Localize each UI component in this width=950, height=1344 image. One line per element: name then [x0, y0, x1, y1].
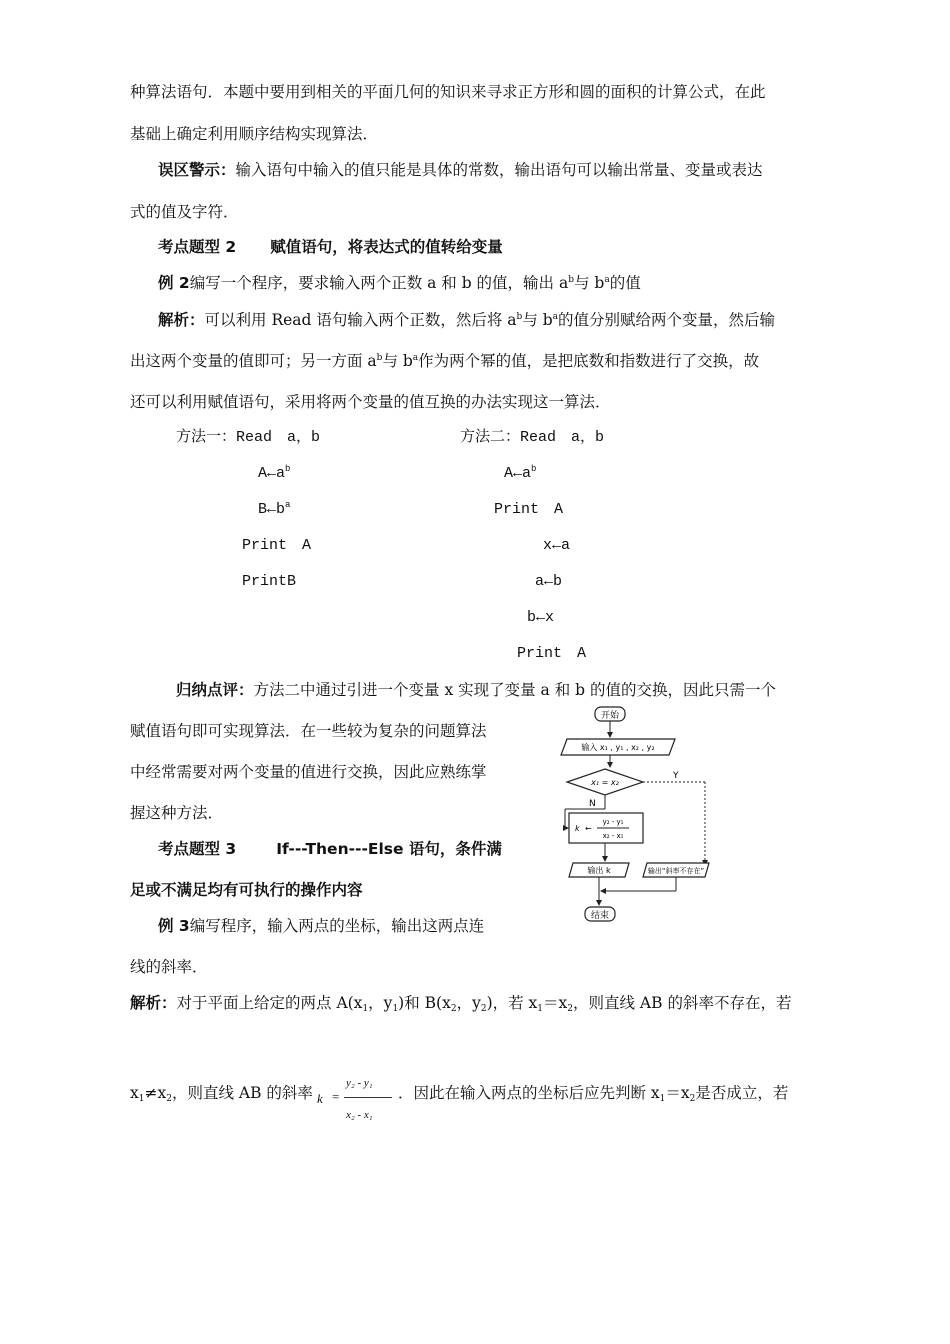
topic2-title: 赋值语句，将表达式的值转给变量 [270, 238, 503, 256]
topic3-heading-2: 足或不满足均有可执行的操作内容 [130, 881, 363, 899]
example3-line-2: 线的斜率． [130, 958, 208, 976]
method2-line-4: a←b [535, 573, 563, 590]
warning-line-2: 式的值及字符． [130, 203, 239, 221]
summary-line-4: 握这种方法． [130, 804, 224, 822]
analysis2-line-3: 还可以利用赋值语句，采用将两个变量的值互换的办法实现这一算法． [130, 393, 611, 411]
warning-label: 误区警示： [158, 161, 236, 179]
analysis2-line-2: 出这两个变量的值即可；另一方面 $a^b$与 $b^a$作为两个幂的值，是把底数和指数进行了交换，故 [130, 352, 760, 370]
summary-line-3: 中经常需要对两个变量的值进行交换，因此应熟练掌 [130, 763, 487, 781]
analysis3-line-1: 解析：对于平面上给定的两点 $A(x_1$，$y_1$)和 $B(x_2$，$y_2$)，若 $x_1=x_2$，则直线 AB 的斜率不存在，若 [130, 994, 792, 1014]
method1-line-1: $A\leftarrow a^b$ [258, 464, 291, 482]
analysis3-line-2b: ．因此在输入两点的坐标后应先判断 $x_1=x_2$是否成立，若 [398, 1084, 789, 1104]
analysis2-label: 解析： [158, 311, 205, 329]
summary-line-1: 归纳点评：方法二中通过引进一个变量 x 实现了变量 a 和 b 的值的交换，因此只需一个 [176, 681, 776, 699]
method2-line-5: b←x [527, 609, 555, 626]
flow-no-label: N [589, 799, 596, 809]
intro-line-2: 基础上确定利用顺序结构实现算法． [130, 125, 379, 143]
flow-assign-arrow: ← [585, 824, 592, 833]
summary-line-2: 赋值语句即可实现算法．在一些较为复杂的问题算法 [130, 722, 487, 740]
warning-line-1 [158, 160, 763, 180]
example2-label: 例 2 [158, 274, 190, 292]
flow-yes-label: Y [673, 771, 679, 781]
slope-flowchart [555, 705, 715, 930]
flow-end-label: 结束 [590, 911, 610, 921]
formula-denominator: x₂ - x₁ [346, 1109, 373, 1121]
flow-assign-num: y₂ - y₁ [602, 818, 624, 826]
example3-label: 例 3 [158, 917, 190, 935]
flow-input-label: 输入 x₁ , y₁ , x₂ , y₂ [581, 743, 655, 752]
topic3-title: If---Then---Else 语句，条件满 [276, 840, 502, 858]
summary-label: 归纳点评： [176, 681, 254, 699]
topic3-label: 考点题型 3 [158, 840, 237, 858]
flow-assign-k: k [575, 824, 580, 833]
flow-output-none-label: 输出“斜率不存在” [647, 867, 705, 875]
formula-numerator: y₂ - y₁ [346, 1077, 373, 1089]
formula-fraction-bar [344, 1097, 392, 1098]
analysis3-line-2a: $x_1\ne x_2$，则直线 AB 的斜率 [130, 1084, 313, 1104]
method1-line-4: PrintB [242, 573, 297, 590]
flow-start-label: 开始 [600, 711, 620, 721]
method2-line-1: $A\leftarrow a^b$ [504, 464, 537, 482]
example2-line: 例 2编写一个程序，要求输入两个正数 a 和 b 的值，输出 $a^b$与 $b^a$的值 [158, 274, 641, 292]
method1-line-2: $B\leftarrow b^a$ [258, 500, 291, 518]
flow-decision-label: x₁ = x₂ [591, 778, 619, 787]
intro-line-1: 种算法语句．本题中要用到相关的平面几何的知识来寻求正方形和圆的面积的计算公式，在此 [130, 83, 766, 101]
formula-equals: = [332, 1089, 340, 1104]
flow-assign-den: x₂ - x₁ [602, 832, 624, 840]
method2-line-6: Print A [517, 645, 587, 662]
example3-line-1: 例 3编写程序，输入两点的坐标，输出这两点连 [158, 917, 485, 935]
formula-k: k [317, 1091, 323, 1106]
warning-text-1: 输入语句中输入的值只能是具体的常数，输出语句可以输出常量、变量或表达 [235, 161, 763, 179]
topic2-label: 考点题型 2 [158, 238, 237, 256]
method1-title: 方法一：Read a，b [176, 429, 321, 446]
topic3-heading-1 [158, 839, 502, 859]
analysis3-label: 解析： [130, 994, 177, 1012]
analysis2-line-1: 解析：可以利用 Read 语句输入两个正数，然后将 $a^b$与 $b^a$的值分别赋给两个变量，然后输 [158, 311, 776, 329]
method2-title: 方法二：Read a，b [460, 429, 605, 446]
method1-line-3: Print A [242, 537, 312, 554]
flow-output-k-label: 输出 k [587, 866, 611, 875]
method2-line-3: x←a [543, 537, 571, 554]
topic2-heading [158, 237, 503, 257]
method2-line-2: Print A [494, 501, 564, 518]
